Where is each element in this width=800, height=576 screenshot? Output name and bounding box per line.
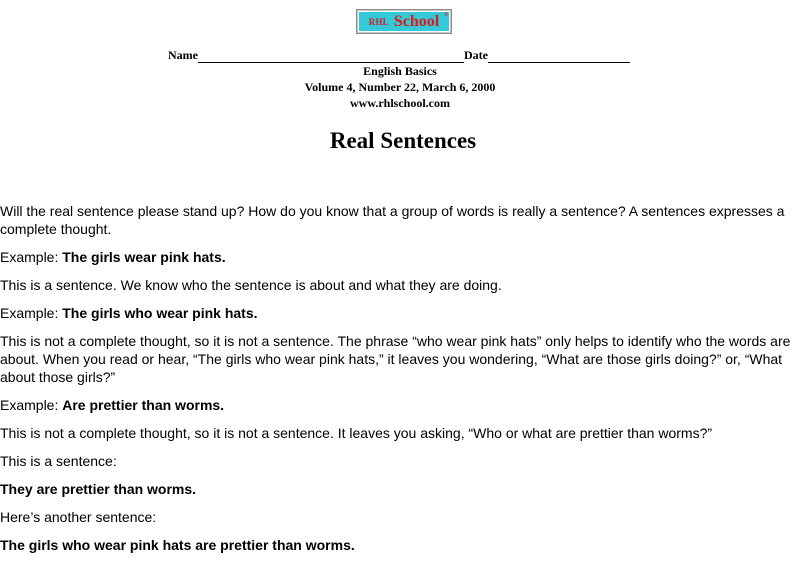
example-1 (0, 248, 800, 266)
example-label: Example: (0, 249, 63, 265)
explanation-2: This is not a complete thought, so it is not a sentence. The phrase “who wear pink hats” only helps to identify who the words are about. When you read or hear, “The girls who wear pink hats,” it leaves you wondering, “What are those girls doing?” or, “What about those girls?” (0, 333, 791, 385)
explanation-1: This is a sentence. We know who the sentence is about and what they are doing. (0, 277, 502, 293)
bold-sentence: They are prettier than worms. (0, 481, 197, 497)
example-sentence: The girls wear pink hats. (62, 249, 226, 265)
date-blank (488, 50, 630, 63)
logo-background (359, 12, 449, 31)
lesson-body (0, 202, 800, 564)
subject-line: English Basics (363, 64, 437, 78)
logo-rhl-text: RHL (368, 16, 389, 27)
page-title: Real Sentences (329, 128, 477, 153)
intro-paragraph: Will the real sentence please stand up? How do you know that a group of words is really a sentence? A sentences expresses a complete thought. (0, 203, 785, 237)
example-sentence: The girls who wear pink hats. (62, 305, 258, 321)
sentence-intro: This is a sentence: (0, 453, 117, 469)
example-2 (0, 304, 800, 322)
issue-line: Volume 4, Number 22, March 6, 2000 (304, 80, 496, 94)
website-link[interactable]: www.rhlschool.com (350, 96, 450, 110)
bold-sentence: The girls who wear pink hats are prettier than worms. (0, 537, 355, 553)
final-sentence-bold (0, 536, 800, 554)
name-blank (198, 50, 464, 63)
date-label: Date (464, 48, 488, 62)
example-sentence: Are prettier than worms. (62, 397, 225, 413)
example-3 (0, 396, 800, 414)
logo-school-text: School (393, 12, 440, 30)
explanation-3: This is not a complete thought, so it is not a sentence. It leaves you asking, “Who or what are prettier than worms?” (0, 425, 713, 441)
name-date-line (168, 48, 648, 64)
name-label: Name (168, 48, 198, 62)
example-label: Example: (0, 397, 63, 413)
rhl-school-logo[interactable] (356, 9, 452, 34)
logo-trademark: ® (444, 12, 448, 18)
another-sentence-intro: Here’s another sentence: (0, 509, 157, 525)
sentence-example-bold (0, 480, 800, 498)
example-label: Example: (0, 305, 63, 321)
